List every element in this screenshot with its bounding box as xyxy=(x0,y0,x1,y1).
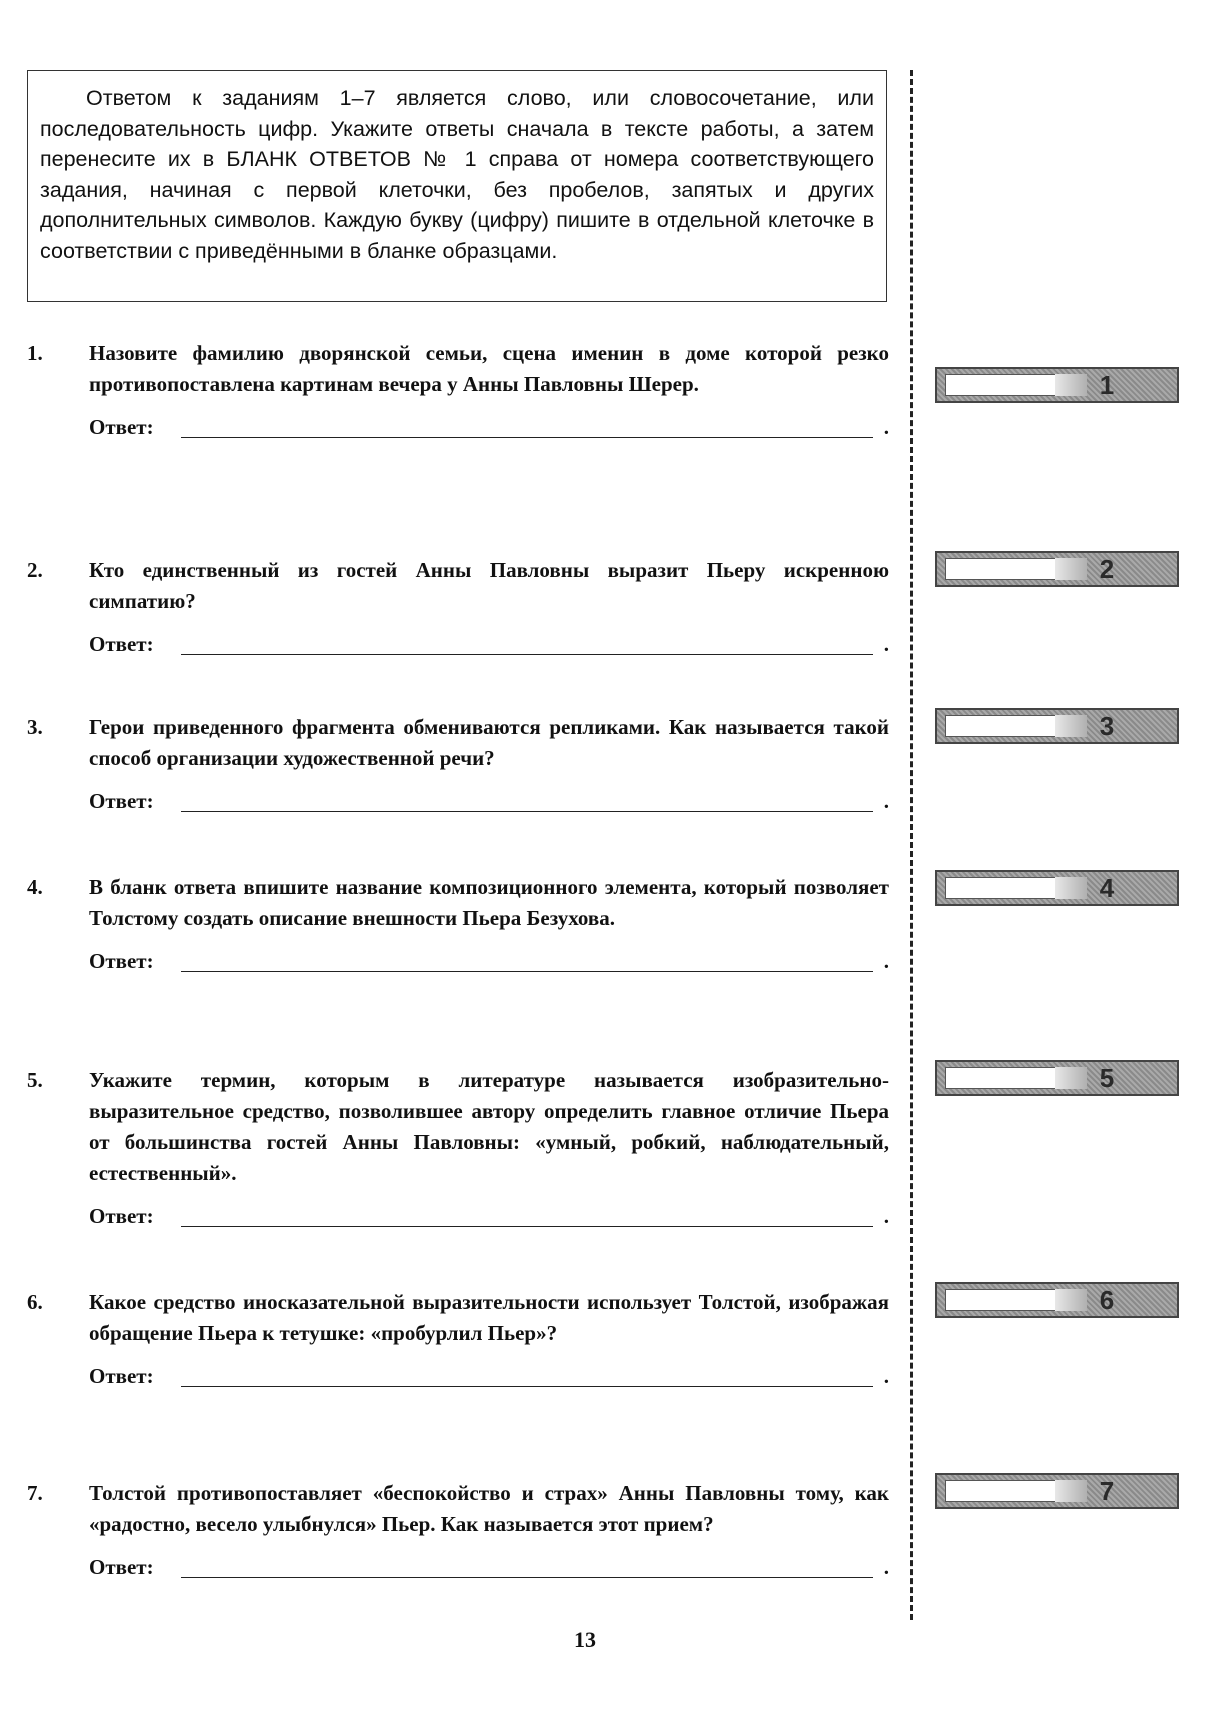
answer-field-shade xyxy=(1055,374,1087,396)
question-text: Герои приведенного фрагмента обмениваются репликами. Как называется такой способ организации художественной речи? xyxy=(89,715,889,770)
question-text: Кто единственный из гостей Анны Павловны выразит Пьеру искренною симпатию? xyxy=(89,558,889,613)
answer-line[interactable] xyxy=(181,654,873,655)
answer-terminator: . xyxy=(883,949,889,973)
answer-box-3[interactable] xyxy=(935,708,1179,744)
answer-box-7[interactable] xyxy=(935,1473,1179,1509)
question-text: В бланк ответа впишите название композиционного элемента, который позволяет Толстому создать описание внешности Пьера Безухова. xyxy=(89,875,889,930)
answer-box-number: 1 xyxy=(1099,370,1115,400)
question-1 xyxy=(27,338,889,446)
answer-terminator: . xyxy=(883,1364,889,1388)
question-5 xyxy=(27,1065,889,1235)
answer-field[interactable] xyxy=(945,374,1055,396)
answer-box-number: 3 xyxy=(1099,711,1115,741)
answer-box-number: 6 xyxy=(1099,1285,1115,1315)
answer-label: Ответ: xyxy=(89,632,154,656)
question-text: Толстой противопоставляет «беспокойство и страх» Анны Павловны тому, как «радостно, весело улыбнулся» Пьер. Как называется этот прием? xyxy=(89,1481,889,1536)
answer-field[interactable] xyxy=(945,558,1055,580)
cut-line xyxy=(910,70,913,1620)
answer-field[interactable] xyxy=(945,1480,1055,1502)
answer-row xyxy=(89,629,889,663)
answer-field[interactable] xyxy=(945,715,1055,737)
answer-row xyxy=(89,786,889,820)
answer-row xyxy=(89,1201,889,1235)
answer-box-number: 5 xyxy=(1099,1063,1115,1093)
answer-label: Ответ: xyxy=(89,1204,154,1228)
answer-box-1[interactable] xyxy=(935,367,1179,403)
answer-line[interactable] xyxy=(181,1226,873,1227)
answer-row xyxy=(89,1552,889,1586)
answer-box-number: 4 xyxy=(1099,873,1115,903)
answer-box-5[interactable] xyxy=(935,1060,1179,1096)
page-number: 13 xyxy=(574,1627,596,1652)
answer-field-shade xyxy=(1055,1480,1087,1502)
answer-line[interactable] xyxy=(181,811,873,812)
question-number: 1. xyxy=(27,341,43,365)
question-number: 5. xyxy=(27,1068,43,1092)
answer-field[interactable] xyxy=(945,1289,1055,1311)
question-number: 6. xyxy=(27,1290,43,1314)
question-7 xyxy=(27,1478,889,1586)
answer-terminator: . xyxy=(883,632,889,656)
question-number: 7. xyxy=(27,1481,43,1505)
answer-field-shade xyxy=(1055,1289,1087,1311)
answer-box-number: 7 xyxy=(1099,1476,1115,1506)
answer-field-shade xyxy=(1055,715,1087,737)
question-text: Назовите фамилию дворянской семьи, сцена именин в доме которой резко противопоставлена картинам вечера у Анны Павловны Шерер. xyxy=(89,341,889,396)
answer-field[interactable] xyxy=(945,1067,1055,1089)
answer-box-number: 2 xyxy=(1099,554,1115,584)
answer-terminator: . xyxy=(883,789,889,813)
question-2 xyxy=(27,555,889,663)
answer-terminator: . xyxy=(883,1204,889,1228)
question-text: Какое средство иносказательной выразительности использует Толстой, изображая обращение Пьера к тетушке: «пробурлил Пьер»? xyxy=(89,1290,889,1345)
answer-box-2[interactable] xyxy=(935,551,1179,587)
question-number: 2. xyxy=(27,558,43,582)
question-number: 4. xyxy=(27,875,43,899)
answer-row xyxy=(89,412,889,446)
answer-box-6[interactable] xyxy=(935,1282,1179,1318)
answer-line[interactable] xyxy=(181,1577,873,1578)
question-4 xyxy=(27,872,889,980)
question-text: Укажите термин, которым в литературе называется изобразительно-выразительное средство, позволившее автору определить главное отличие Пьера от большинства гостей Анны Павловны: «умный, робкий, наблюдательный, естественный». xyxy=(89,1068,889,1185)
answer-row xyxy=(89,1361,889,1395)
question-3 xyxy=(27,712,889,820)
answer-label: Ответ: xyxy=(89,415,154,439)
answer-row xyxy=(89,946,889,980)
question-number: 3. xyxy=(27,715,43,739)
answer-line[interactable] xyxy=(181,1386,873,1387)
answer-line[interactable] xyxy=(181,971,873,972)
answer-line[interactable] xyxy=(181,437,873,438)
answer-label: Ответ: xyxy=(89,1364,154,1388)
answer-field[interactable] xyxy=(945,877,1055,899)
answer-field-shade xyxy=(1055,877,1087,899)
answer-field-shade xyxy=(1055,558,1087,580)
answer-field-shade xyxy=(1055,1067,1087,1089)
answer-terminator: . xyxy=(883,415,889,439)
answer-box-4[interactable] xyxy=(935,870,1179,906)
answer-label: Ответ: xyxy=(89,1555,154,1579)
answer-terminator: . xyxy=(883,1555,889,1579)
instructions-box: Ответом к заданиям 1–7 является слово, или словосочетание, или последовательность цифр. Укажите ответы сначала в тексте работы, а затем перенесите их в БЛАНК ОТВЕТОВ № 1 справа от номера соответствующего задания, начиная с первой клеточки, без пробелов, запятых и других дополнительных символов. Каждую букву (цифру) пишите в отдельной клеточке в соответствии с приведёнными в бланке образцами. xyxy=(27,70,887,302)
answer-label: Ответ: xyxy=(89,949,154,973)
answer-label: Ответ: xyxy=(89,789,154,813)
question-6 xyxy=(27,1287,889,1395)
